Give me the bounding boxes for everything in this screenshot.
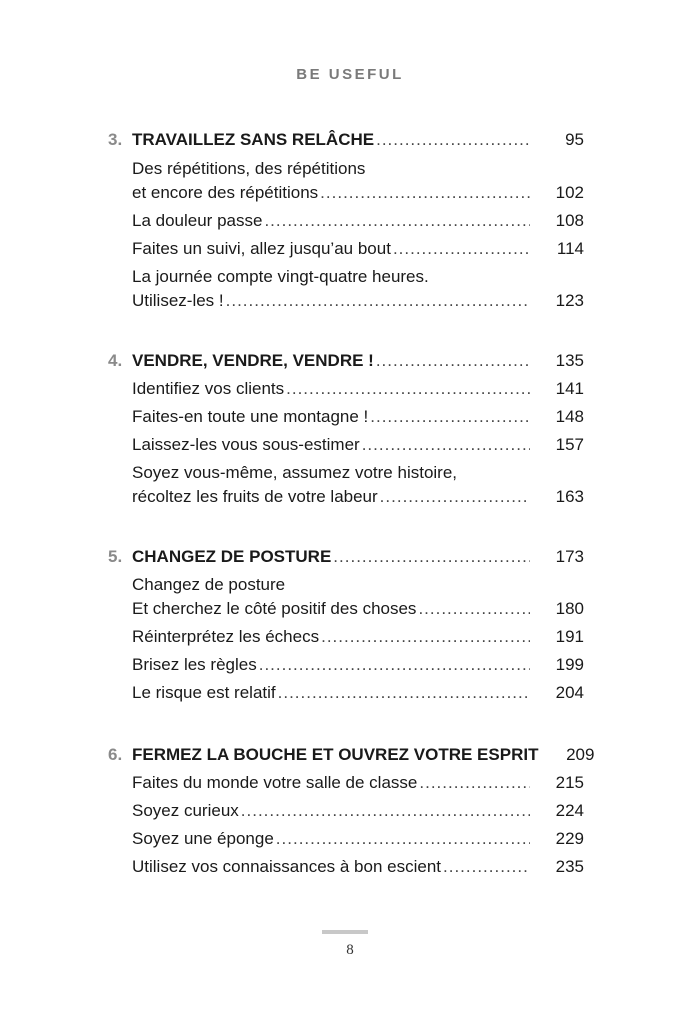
page-number: 229 — [555, 829, 584, 848]
page-number: 173 — [555, 547, 584, 566]
entry-title-line1: Changez de posture — [132, 575, 286, 594]
chapter-title: FERMEZ LA BOUCHE ET OUVREZ VOTRE ESPRIT — [132, 745, 539, 764]
page-number: 148 — [555, 407, 584, 426]
toc-entry[interactable] — [132, 461, 584, 509]
page-number: 204 — [555, 683, 584, 702]
chapter-title: CHANGEZ DE POSTURE — [132, 547, 332, 566]
entry-title: Faites un suivi, allez jusqu’au bout — [132, 239, 391, 258]
leader-dots — [419, 771, 530, 795]
page-number: 209 — [566, 745, 595, 764]
toc-entry[interactable] — [132, 209, 584, 233]
entry-title: Utilisez vos connaissances à bon escient — [132, 857, 441, 876]
leader-dots — [443, 855, 530, 879]
entry-title-line2: récoltez les fruits de votre labeur — [132, 487, 378, 506]
entry-title-line1: La journée compte vingt-quatre heures. — [132, 267, 429, 286]
leader-dots — [320, 181, 530, 205]
leader-dots — [286, 377, 530, 401]
toc-chapter[interactable] — [132, 743, 595, 767]
toc-entry[interactable] — [132, 625, 584, 649]
entry-title-line2: et encore des répétitions — [132, 183, 319, 202]
leader-dots — [362, 433, 530, 457]
page-number: 224 — [555, 801, 584, 820]
page-number: 180 — [555, 599, 584, 618]
leader-dots — [376, 128, 530, 152]
chapter-number: 5. — [108, 547, 123, 566]
leader-dots — [259, 653, 530, 677]
chapter-title: VENDRE, VENDRE, VENDRE ! — [132, 351, 374, 370]
chapter-number: 6. — [108, 745, 123, 764]
chapter-title: TRAVAILLEZ SANS RELÂCHE — [132, 130, 375, 149]
toc-entry[interactable] — [132, 855, 584, 879]
leader-dots — [241, 799, 530, 823]
toc-chapter[interactable] — [132, 545, 584, 569]
entry-title-line2: Et cherchez le côté positif des choses — [132, 599, 417, 618]
leader-dots — [276, 827, 530, 851]
chapter-number: 4. — [108, 351, 123, 370]
toc-entry[interactable] — [132, 573, 584, 621]
page-number: 123 — [555, 291, 584, 310]
toc-entry[interactable] — [132, 377, 584, 401]
running-head: BE USEFUL — [296, 66, 404, 83]
page-number: 108 — [555, 211, 584, 230]
toc-entry[interactable] — [132, 681, 584, 705]
page-number: 135 — [555, 351, 584, 370]
entry-title: Faites du monde votre salle de classe — [132, 773, 418, 792]
leader-dots — [393, 237, 530, 261]
page-number: 95 — [565, 130, 584, 149]
leader-dots — [370, 405, 530, 429]
page-number: 141 — [555, 379, 584, 398]
page-number: 235 — [555, 857, 584, 876]
entry-title-line2: Utilisez-les ! — [132, 291, 224, 310]
page-number: 102 — [555, 183, 584, 202]
page-number: 114 — [556, 239, 584, 258]
toc-entry[interactable] — [132, 799, 584, 823]
leader-dots — [321, 625, 530, 649]
toc-entry[interactable] — [132, 405, 584, 429]
page-number: 157 — [555, 435, 584, 454]
leader-dots — [380, 485, 530, 509]
entry-title-line1: Soyez vous-même, assumez votre histoire, — [132, 463, 458, 482]
leader-dots — [333, 545, 530, 569]
page-folio: 8 — [346, 942, 354, 958]
page-number: 191 — [555, 627, 584, 646]
entry-title-line1: Des répétitions, des répétitions — [132, 159, 366, 178]
leader-dots — [376, 349, 530, 373]
page-number: 215 — [555, 773, 584, 792]
toc-entry[interactable] — [132, 433, 584, 457]
entry-title: Laissez-les vous sous-estimer — [132, 435, 360, 454]
entry-title: Soyez curieux — [132, 801, 239, 820]
footer-rule — [322, 930, 368, 934]
leader-dots — [264, 209, 530, 233]
toc-chapter[interactable] — [132, 128, 584, 152]
entry-title: Faites-en toute une montagne ! — [132, 407, 369, 426]
entry-title: Soyez une éponge — [132, 829, 274, 848]
page-number: 163 — [555, 487, 584, 506]
page-number: 199 — [555, 655, 584, 674]
toc-entry[interactable] — [132, 653, 584, 677]
leader-dots — [418, 597, 530, 621]
toc-entry[interactable] — [132, 265, 584, 313]
toc-chapter[interactable] — [132, 349, 584, 373]
entry-title: Identifiez vos clients — [132, 379, 285, 398]
toc-entry[interactable] — [132, 237, 584, 261]
leader-dots — [226, 289, 530, 313]
toc-entry[interactable] — [132, 771, 584, 795]
entry-title: Réinterprétez les échecs — [132, 627, 320, 646]
toc-entry[interactable] — [132, 157, 584, 205]
entry-title: Brisez les règles — [132, 655, 257, 674]
entry-title: La douleur passe — [132, 211, 263, 230]
entry-title: Le risque est relatif — [132, 683, 276, 702]
leader-dots — [278, 681, 530, 705]
chapter-number: 3. — [108, 130, 123, 149]
toc-entry[interactable] — [132, 827, 584, 851]
